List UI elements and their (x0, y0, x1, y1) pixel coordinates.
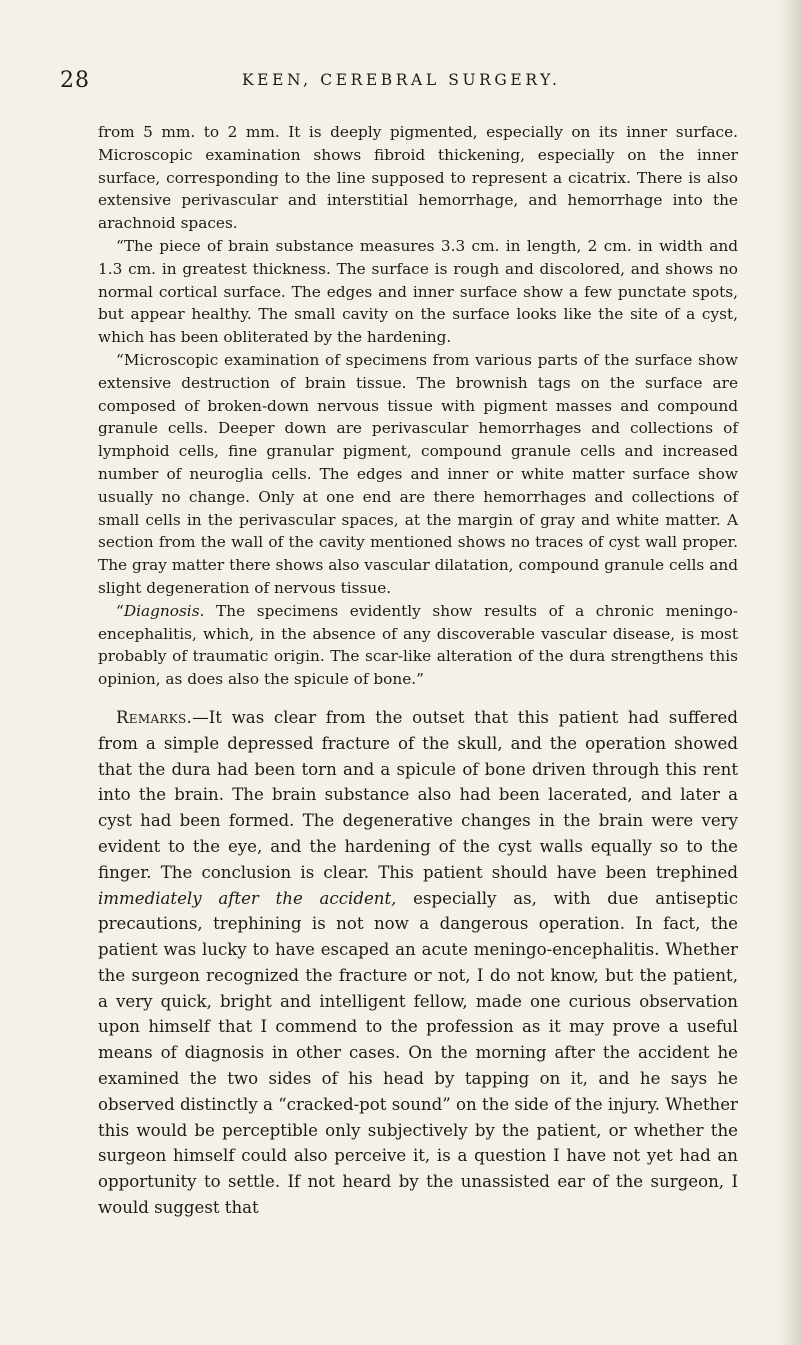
paragraph-4-diagnosis (98, 600, 738, 691)
body-text (98, 121, 738, 1221)
paragraph-5-remarks (98, 705, 738, 1221)
running-head: KEEN, CEREBRAL SURGERY. (242, 71, 561, 89)
page-number: 28 (60, 68, 90, 93)
paragraph-1: from 5 mm. to 2 mm. It is deeply pigmented, especially on its inner surface. Microscopic examination shows fibroid thickening, especially on the inner surface, corresponding to the line supposed to represent a cicatrix. There is also extensive perivascular and interstitial hemorrhage, and hemorrhage into the arachnoid spaces. (98, 123, 738, 233)
page-edge-shadow (779, 0, 801, 1345)
diagnosis-text: The specimens evidently show results of a chronic meningo-encephalitis, which, in the absence of any discoverable vascular disease, is most probably of traumatic origin. The scar-like alteration of the dura strengthens this opinion, as does also the spicule of bone.” (98, 601, 738, 689)
remarks-text-a: —It was clear from the outset that this patient had suffered from a simple depressed fracture of the skull, and the operation showed that the dura had been torn and a spicule of bone driven through this rent into the brain. The brain substance also had been lacerated, and later a cyst had been formed. The degenerative changes in the brain were very evident to the eye, and the hardening of the cyst walls equally so to the finger. The conclusion is clear. This patient should have been trephined (98, 707, 738, 882)
page-header (60, 68, 760, 98)
remarks-label: Remarks. (116, 707, 193, 727)
paragraph-2: “The piece of brain substance measures 3.3 cm. in length, 2 cm. in width and 1.3 cm. in greatest thickness. The surface is rough and discolored, and shows no normal cortical surface. The edges and inner surface show a few punctate spots, but appear healthy. The small cavity on the surface looks like the site of a cyst, which has been obliterated by the hardening. (98, 236, 738, 347)
remarks-emphasis: immediately after the accident, (98, 888, 397, 908)
diagnosis-open-quote: “ (116, 601, 124, 620)
paragraph-3: “Microscopic examination of specimens from various parts of the surface show extensive destruction of brain tissue. The brownish tags on the surface are composed of broken-down nervous tissue with pigment masses and compound granule cells. Deeper down are perivascular hemorrhages and collections of lymphoid cells, fine granular pigment, compound granule cells and increased number of neuroglia cells. The edges and inner or white matter surface show usually no change. Only at one end are there hemorrhages and collections of small cells in the perivascular spaces, at the margin of gray and white matter. A section from the wall of the cavity mentioned shows no traces of cyst wall proper. The gray matter there shows also vascular dilatation, compound granule cells and slight degeneration of nervous tissue. (98, 350, 738, 597)
diagnosis-label: Diagnosis. (123, 601, 205, 620)
remarks-text-b: especially as, with due antiseptic precautions, trephining is not now a dangerous operation. In fact, the patient was lucky to have escaped an acute meningo-encephalitis. Whether the surgeon recognized the fracture or not, I do not know, but the patient, a very quick, bright and intelligent fellow, made one curious observation upon himself that I commend to the profession as it may prove a useful means of diagnosis in other cases. On the morning after the accident he examined the two sides of his head by tapping on it, and he says he observed distinctly a “cracked-pot sound” on the side of the injury. Whether this would be perceptible only subjectively by the patient, or whether the surgeon himself could also perceive it, is a question I have not yet had an opportunity to settle. If not heard by the unassisted ear of the surgeon, I would suggest that (98, 888, 738, 1218)
